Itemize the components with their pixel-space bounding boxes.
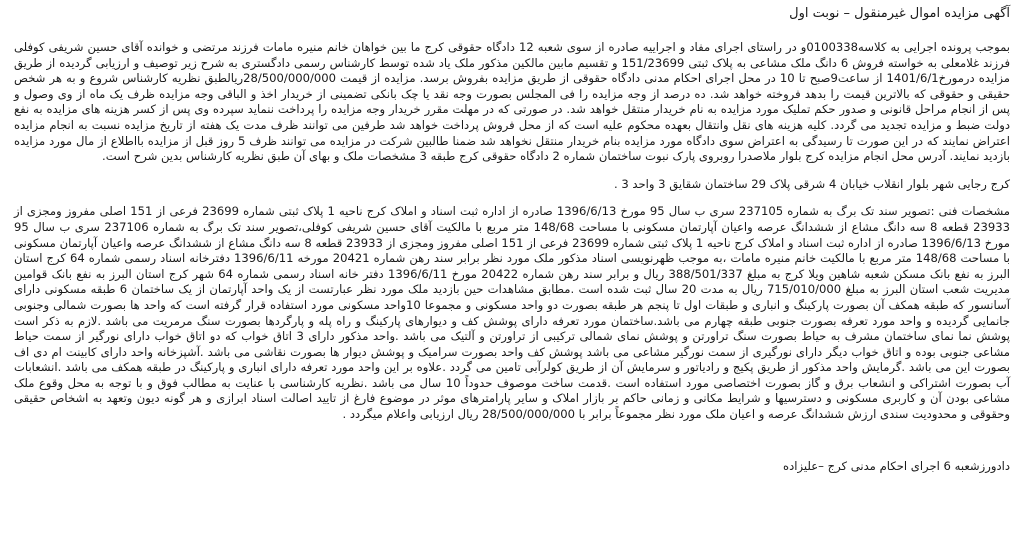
technical-specifications: مشخصات فنی :تصویر سند تک برگ به شماره 237105 سری ب سال 95 مورخ 1396/6/13 صادره از اداره ثبت اسناد و املاک کرج ناحیه 1 پلاک ثبتی شماره 23699 فرعی از 151 اصلی مفروز ومجزی از 23933 قطعه 8 سه دانگ مشاع از ششدانگ عرصه واعیان آپارتمان مسکونی با مساحت 148/68 متر مربع با مالکیت آقای حسین شریفی کوفلی،تصویر سند تک برگ به شماره 237106 سری ب سال 95 مورخ 1396/6/13 صادره از اداره ثبت اسناد و املاک کرج ناحیه 1 پلاک ثبتی شماره 23699 فرعی از 151 اصلی مفروز ومجزی از 23933 قطعه 8 سه دانگ مشاع از ششدانگ عرصه واعیان آپارتمان مسکونی با مساحت 148/68 متر مربع با مالکیت خانم منیره مامات ،به موجب ظهرنویسی اسناد مذکور ملک مورد نظر برابر سند رهن شماره 20421 مورخه 1396/6/11 دفترخانه اسناد رسمی شماره 64 کرج استان البرز به نفع بانک مسکن شعبه شاهین ویلا کرج به مبلغ 388/501/337 ریال و برابر سند رهن شماره 20422 مورخ 1396/6/11 دفتر خانه اسناد رسمی شماره 64 شهر کرج استان البرز به نفع بانک قوامین مدیریت شعب استان البرز به مبلغ 715/010/000 ریال به مدت 20 سال ثبت شده است .مطابق مشاهدات حین بازدید ملک مورد نظر عبارتست از یک واحد آپارتمان از یک ساختمان 6 طبقه مسکونی دارای آسانسور که طبقه همکف آن بصورت پارکینگ و انباری و طبقات اول تا پنجم هر طبقه بصورت دو واحد مسکونی و مجموعا 10واحد مسکونی مورد استفاده قرار گرفته است که واحد ها بصورت شمالی وجنوبی جانمایی گردیده و واحد مورد تعرفه بصورت جنوبی طبقه چهارم می باشد.ساختمان مورد تعرفه دارای پوشش کف و دیوارهای پارکینگ و راه پله و پارگردها بصورت سنگ مرمریت می باشد .لازم به ذکر است پوشش نما نمای ساختمان مشرف به حیاط بصورت سنگ تراورتن و پوشش نمای شمالی ترکیبی از تراورتن و آلتیک می باشد .واحد مذکور دارای 3 اتاق خواب که دو اتاق خواب دارای نورگیر از سمت حیاط مشاعی جنوبی بوده و اتاق خواب دیگر دارای نورگیری از سمت نورگیر مشاعی می باشد پوشش کف واحد بصورت سرامیک و پوشش دیوار ها بصورت نقاشی می باشد .آشپزخانه واحد دارای کابینت ام دی اف بصورت این می باشد .گرمایش واحد مذکور از طریق پکیج و رادیاتور و سرمایش آن از طریق کولرآبی تامین می گردد .علاوه بر این واحد مورد تعرفه دارای انباری و پارکینگ در طبقه همکف می باشد .انشعابات آب بصورت اشتراکی و انشعاب برق و گاز بصورت اختصاصی مورد استفاده است .قدمت ساخت موصوف حدوداً 10 سال می باشد .نظریه کارشناسی با عنایت به مطالب فوق و با توجه به محل وقوع ملک مشاعی بودن آن و کاربری مسکونی و دسترسیها و شرایط مکانی و زمانی حاکم بر بازار املاک و سایر پارامترهای موثر در موضوع فارغ از تایید اصالت اسناد ابرازی و هر گونه دیون وتعهد به اشخاص حقیقی وحقوقی و محدودیت سندی ارزش ششدانگ عرصه و اعیان ملک مورد نظر مجموعاً برابر با 28/500/000/000 ریال ارزیابی واعلام میگردد . bbox=[14, 204, 1011, 422]
notice-main-paragraph: بموجب پرونده اجرایی به کلاسه0100338و در راستای اجرای مفاد و اجراییه صادره از سوی شعبه 12 دادگاه حقوقی کرج ما بین خواهان خانم منیره مامات فرزند مرتضی و خوانده آقای حسین شریفی کوفلی فرزند غلامعلی به خواسته فروش 6 دانگ ملک مشاعی به پلاک ثبتی 151/23699 و تقسیم مابین مالکین مذکور ملک یاد شده توسط کارشناس رسمی دادگستری به شرح زیر توصیف و ارزیابی گردیده از طریق مزایده درمورخ1401/6/1 از ساعت9صبح تا 10 در محل اجرای احکام مدنی دادگاه حقوقی از طریق مزایده بفروش برسد. مزایده از قیمت 28/500/000/000ریالطبق نظریه کارشناس شروع و به هر شخص حقیقی و حقوقی که بالاترین قیمت را بدهد فروخته خواهد شد. ده درصد از وجه مزایده را فی المجلس بصورت وجه نقد یا چک بانکی تضمینی از خریدار اخذ و الباقی وجه مزایده ظرف یک ماه از وی وصول و پس از انجام مراحل قانونی و صدور حکم تملیک مورد مزایده به نام خریدار منتقل خواهد شد. در صورتی که در مهلت مقرر خریدار وجه مزایده را پرداخت ننماید سپرده وی پس از کسر هزینه های مزایده به نفع دولت ضبط و مزایده تجدید می گردد. کلیه هزینه های نقل وانتقال بعهده محکوم علیه است که از محل فروش پرداخت خواهد شد طرفین می توانند ظرف مدت یک هفته از تاریخ مزایده نسبت به انجام مزایده اعتراض نمایند که در این صورت تا رسیدگی به اعتراض سوی دادگاه مورد مزایده بنام خریدار منتقل نخواهد شد ضمنا طالبین شرکت در مزایده می توانند ظرف 5 روز قبل از مزایده بااطلاع از مال مورد مزایده بازدید نمایند. آدرس محل انجام مزایده کرج بلوار ملاصدرا روبروی پارک نبوت ساختمان شماره 2 دادگاه حقوقی کرج طبقه 3 مشخصات ملک و بهای آن طبق نظریه کارشناس بدین شرح است. bbox=[14, 40, 1011, 164]
property-address: کرج رجایی شهر بلوار انقلاب خیابان 4 شرقی پلاک 29 ساختمان شقایق 3 واحد 3 . bbox=[613, 176, 1010, 191]
signature-line: دادورزشعبه 6 اجرای احکام مدنی کرج –علیزاده bbox=[783, 458, 1010, 473]
notice-title: آگهی مزایده اموال غیرمنقول – نوبت اول bbox=[789, 6, 1010, 21]
